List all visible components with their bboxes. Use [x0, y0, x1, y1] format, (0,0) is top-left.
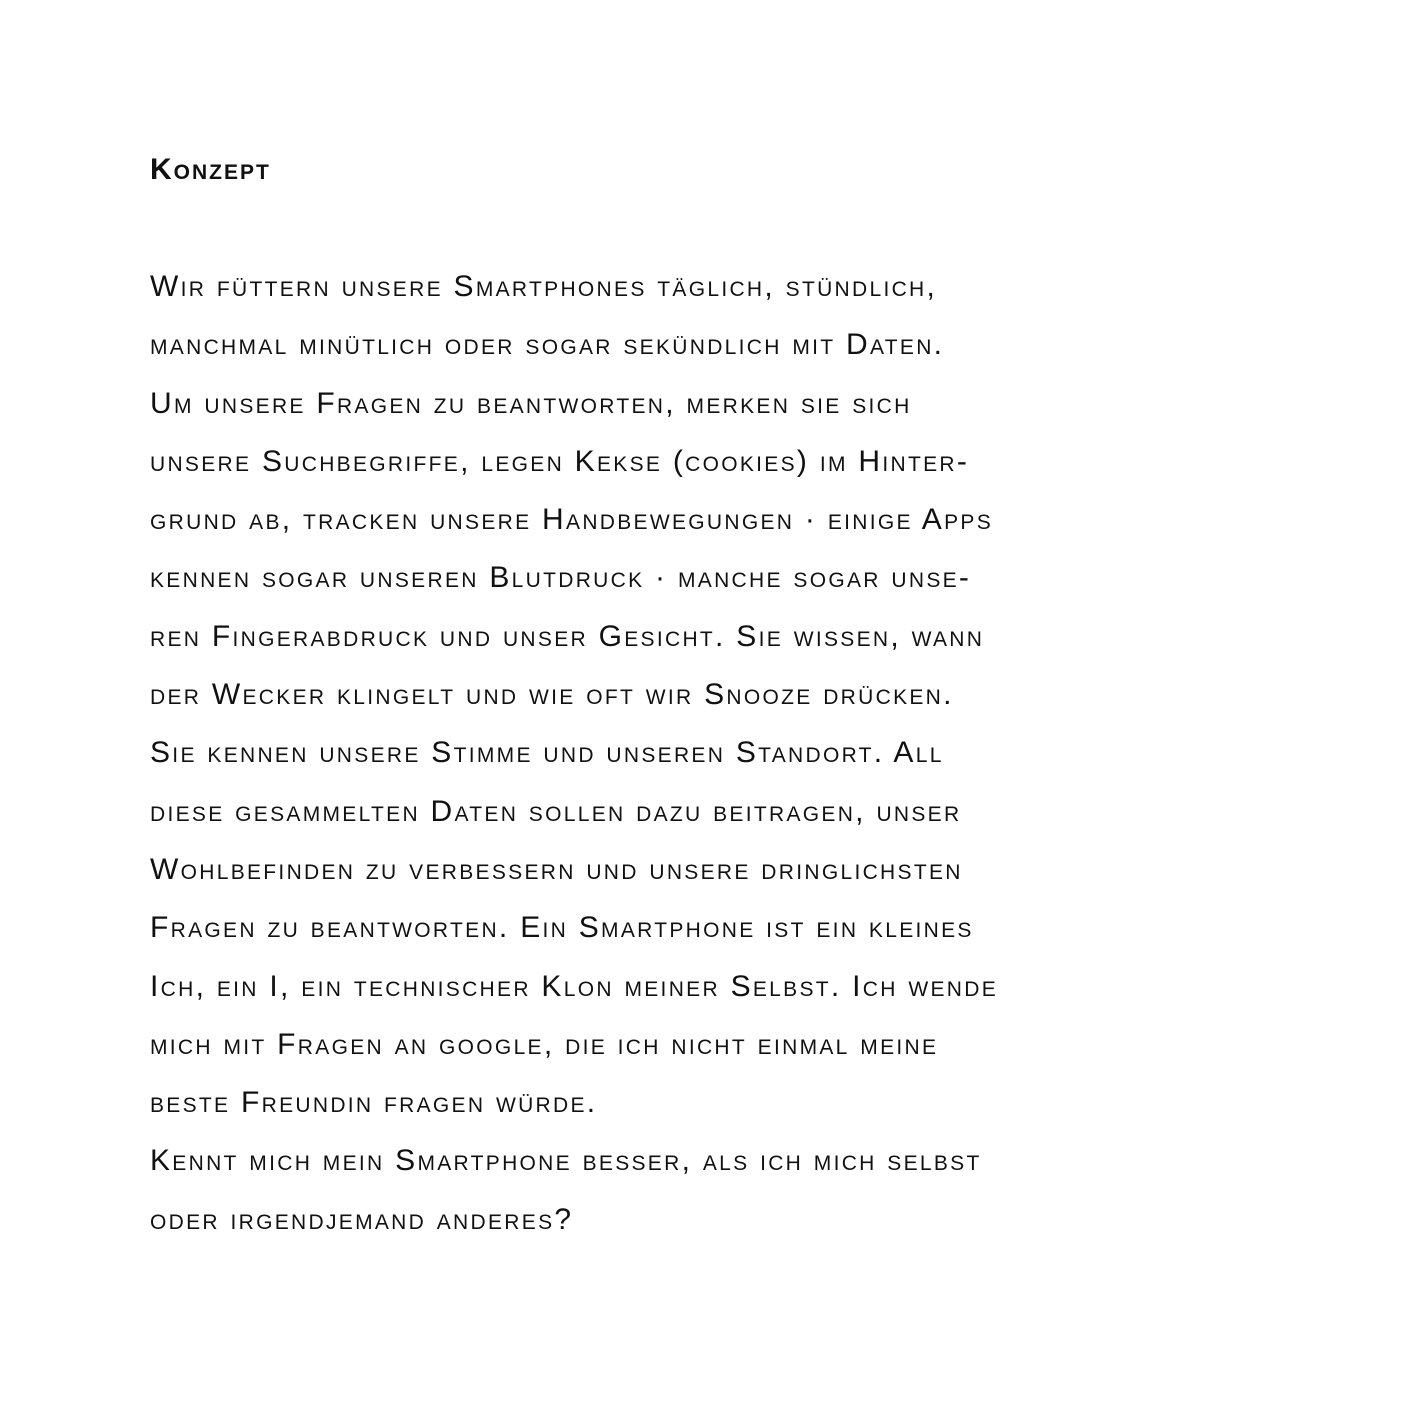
text-line: diese gesammelten Daten sollen dazu beitragen, unser: [150, 794, 962, 828]
text-line: kennen sogar unseren Blutdruck · manche sogar unse-: [150, 561, 972, 595]
text-line: manchmal minütlich oder sogar sekündlich mit Daten.: [150, 328, 945, 362]
text-line: oder irgendjemand anderes?: [150, 1202, 574, 1236]
text-line: ren Fingerabdruck und unser Gesicht. Sie wissen, wann: [150, 619, 985, 653]
text-line: Fragen zu beantworten. Ein Smartphone ist ein kleines: [150, 911, 974, 945]
text-line: mich mit Fragen an google, die ich nicht einmal meine: [150, 1027, 939, 1061]
text-line: Wohlbefinden zu verbessern und unsere dringlichsten: [150, 852, 963, 886]
text-line: Kennt mich mein Smartphone besser, als ich mich selbst: [150, 1144, 982, 1178]
text-line: Ich, ein I, ein technischer Klon meiner Selbst. Ich wende: [150, 969, 999, 1003]
text-line: der Wecker klingelt und wie oft wir Snooze drücken.: [150, 678, 954, 712]
text-line: Um unsere Fragen zu beantworten, merken sie sich: [150, 386, 912, 420]
text-line: grund ab, tracken unsere Handbewegungen · einige Apps: [150, 503, 994, 537]
text-line: Sie kennen unsere Stimme und unseren Standort. All: [150, 736, 944, 770]
concept-paragraph: [150, 265, 1290, 1256]
text-line: beste Freundin fragen würde.: [150, 1086, 598, 1120]
page-title: Konzept: [150, 153, 271, 186]
text-line: Wir füttern unsere Smartphones täglich, stündlich,: [150, 270, 938, 303]
text-line: unsere Suchbegriffe, legen Kekse (cookies) im Hinter-: [150, 444, 970, 478]
